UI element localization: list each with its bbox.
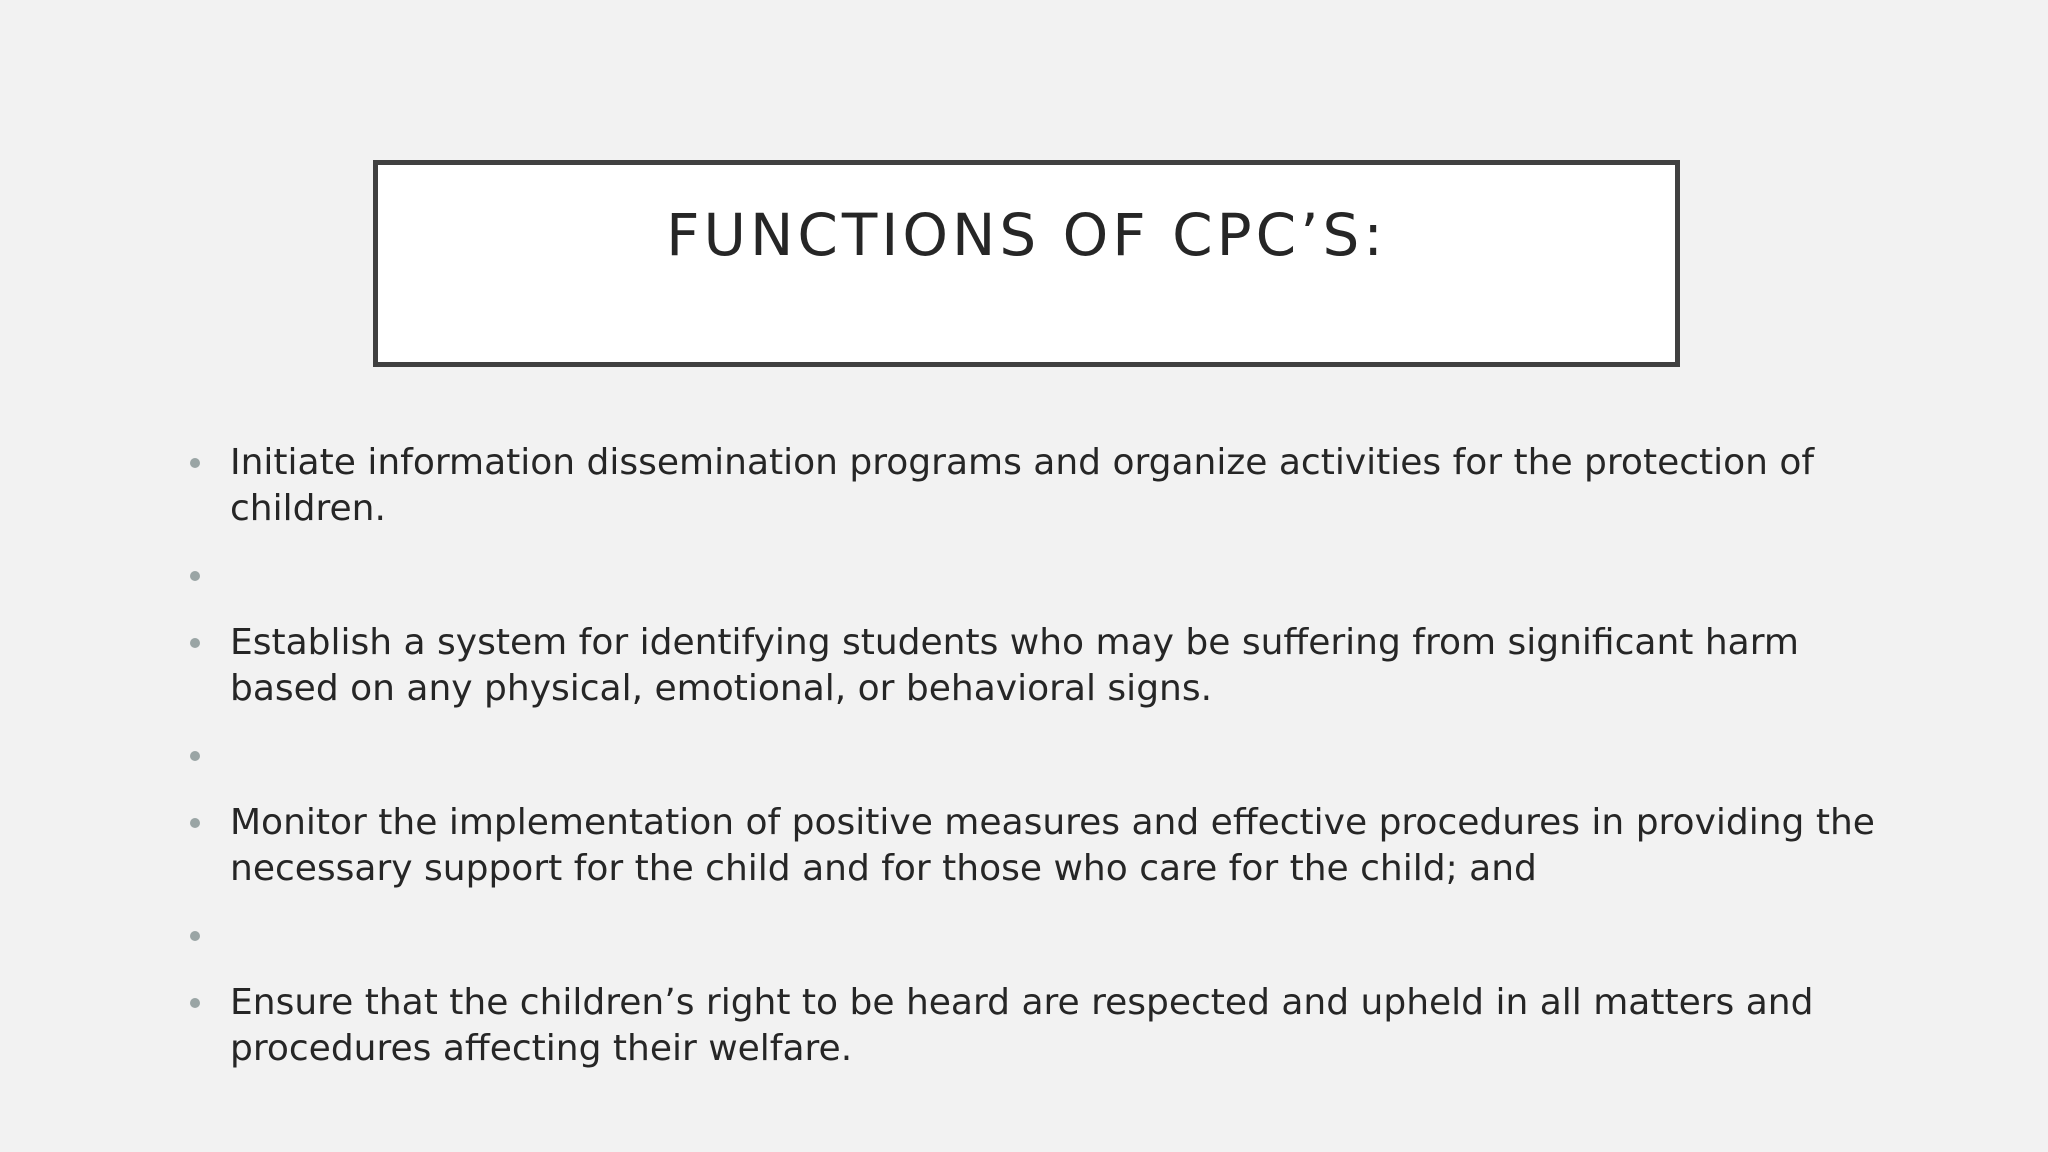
bullet-dot-icon <box>190 571 200 581</box>
bullet-item <box>188 620 1888 712</box>
bullet-item-empty <box>188 913 1888 959</box>
bullet-dot-icon <box>190 931 200 941</box>
bullet-dot-icon <box>190 818 200 828</box>
bullet-text: Initiate information dissemination programs and organize activities for the protection of children. <box>230 442 1815 529</box>
bullet-item <box>188 440 1888 532</box>
bullet-item-empty <box>188 733 1888 779</box>
bullet-dot-icon <box>190 638 200 648</box>
bullet-item <box>188 980 1888 1072</box>
bullet-text: Establish a system for identifying students who may be suffering from significant harm based on any physical, emotional, or behavioral signs. <box>230 622 1799 709</box>
bullet-item <box>188 800 1888 892</box>
bullet-dot-icon <box>190 751 200 761</box>
bullet-text: Monitor the implementation of positive measures and effective procedures in providing the necessary support for the child and for those who care for the child; and <box>230 802 1875 889</box>
bullet-dot-icon <box>190 458 200 468</box>
bullet-text: Ensure that the children’s right to be heard are respected and upheld in all matters and procedures affecting their welfare. <box>230 982 1814 1069</box>
bullet-dot-icon <box>190 998 200 1008</box>
title-box <box>373 160 1680 367</box>
bullet-item-empty <box>188 553 1888 599</box>
slide-title: FUNCTIONS OF CPC’S: <box>666 201 1387 269</box>
bullet-list <box>188 440 1888 1093</box>
